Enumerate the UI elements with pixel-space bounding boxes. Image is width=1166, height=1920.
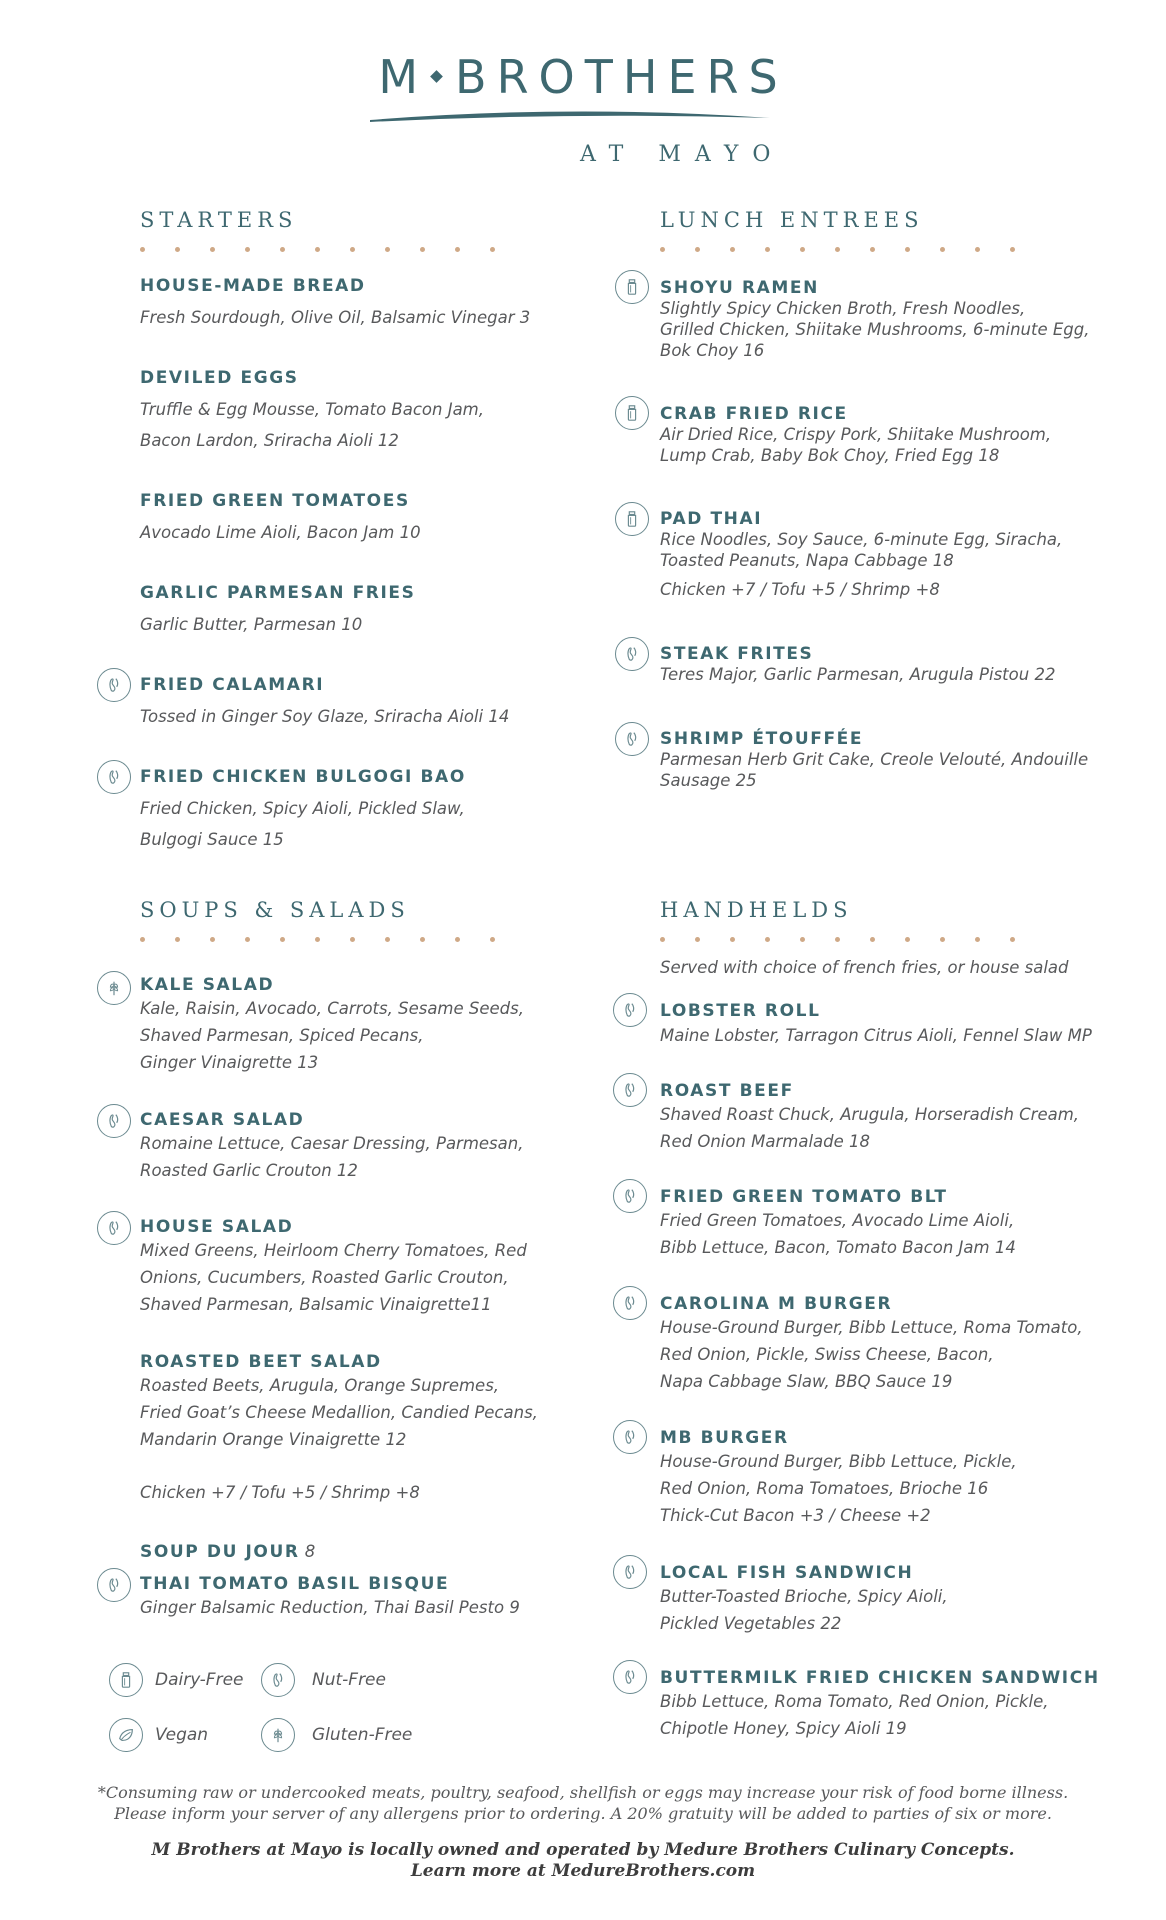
menu-item — [660, 404, 1051, 466]
brand-left: M — [378, 50, 429, 104]
divider-dot — [695, 247, 700, 252]
menu-item — [140, 767, 466, 855]
item-desc: Shaved Parmesan, Balsamic Vinaigrette11 — [140, 1295, 492, 1314]
divider-dot — [940, 937, 945, 942]
divider-dot — [385, 937, 390, 942]
item-name: ROASTED BEET SALAD — [140, 1352, 382, 1372]
menu-item — [660, 278, 1090, 361]
menu-item — [660, 509, 1062, 600]
divider-dot — [835, 937, 840, 942]
item-name: SHRIMP ÉTOUFFÉE — [660, 729, 864, 749]
divider-dot — [765, 247, 770, 252]
dairy-free-icon — [615, 502, 649, 536]
divider-dot — [730, 247, 735, 252]
menu-item — [660, 644, 1055, 685]
divider-dot — [245, 247, 250, 252]
divider-dot — [280, 247, 285, 252]
item-name: THAI TOMATO BASIL BISQUE — [140, 1574, 450, 1594]
nut-free-icon — [261, 1663, 295, 1697]
divider-dot — [695, 937, 700, 942]
divider-dot — [350, 247, 355, 252]
item-desc: Bibb Lettuce, Roma Tomato, Red Onion, Pickle, — [660, 1692, 1049, 1711]
menu-item — [660, 1563, 948, 1637]
item-desc: Fried Green Tomatoes, Avocado Lime Aioli, — [660, 1211, 1015, 1230]
item-desc: Roasted Beets, Arugula, Orange Supremes, — [140, 1376, 500, 1395]
menu-item — [660, 1668, 1100, 1742]
legend-nut-free: Nut-Free — [312, 1670, 386, 1690]
item-name: HOUSE-MADE BREAD — [140, 276, 366, 296]
item-desc: Avocado Lime Aioli, Bacon Jam 10 — [140, 523, 421, 542]
divider-dot — [835, 247, 840, 252]
divider-dot — [280, 937, 285, 942]
item-desc: Sausage 25 — [660, 771, 757, 790]
menu-item — [660, 1081, 1079, 1155]
item-name: HOUSE SALAD — [140, 1217, 294, 1237]
divider-dot — [175, 247, 180, 252]
item-name: GARLIC PARMESAN FRIES — [140, 583, 416, 603]
nut-free-icon — [613, 1286, 647, 1320]
item-desc: Red Onion, Pickle, Swiss Cheese, Bacon, — [660, 1345, 994, 1364]
item-name: SHOYU RAMEN — [660, 278, 819, 298]
item-desc: Pickled Vegetables 22 — [660, 1614, 842, 1633]
brand-swoosh — [370, 108, 770, 128]
section-title-starters: STARTERS — [140, 208, 298, 232]
item-desc: Ginger Balsamic Reduction, Thai Basil Pesto 9 — [140, 1598, 520, 1617]
legend-gluten-free: Gluten-Free — [312, 1725, 413, 1745]
item-desc: Mixed Greens, Heirloom Cherry Tomatoes, Red — [140, 1241, 527, 1260]
divider-dot — [870, 247, 875, 252]
item-desc: Tossed in Ginger Soy Glaze, Sriracha Aioli 14 — [140, 707, 510, 726]
divider-dot — [315, 247, 320, 252]
handhelds-note: Served with choice of french fries, or house salad — [660, 958, 1069, 977]
divider-dot — [455, 937, 460, 942]
item-name: ROAST BEEF — [660, 1081, 794, 1101]
nut-free-icon — [97, 760, 131, 794]
item-desc: Air Dried Rice, Crispy Pork, Shiitake Mushroom, — [660, 425, 1052, 444]
legend-vegan: Vegan — [155, 1725, 209, 1745]
nut-free-icon — [613, 1179, 647, 1213]
divider-dot — [730, 937, 735, 942]
menu-item — [140, 583, 415, 640]
gluten-free-icon — [261, 1718, 295, 1752]
divider-dot — [245, 937, 250, 942]
nut-free-icon — [615, 722, 649, 756]
item-name: FRIED CALAMARI — [140, 675, 325, 695]
item-desc: Mandarin Orange Vinaigrette 12 — [140, 1430, 407, 1449]
divider-dot — [140, 247, 145, 252]
menu-item — [140, 1110, 523, 1184]
dairy-free-icon — [615, 270, 649, 304]
item-name: PAD THAI — [660, 509, 763, 529]
divider-dot — [455, 247, 460, 252]
menu-item — [660, 729, 1088, 791]
divider-dot — [1010, 247, 1015, 252]
divider-dot — [660, 937, 665, 942]
item-name: BUTTERMILK FRIED CHICKEN SANDWICH — [660, 1668, 1100, 1688]
footer-own-line: M Brothers at Mayo is locally owned and operated by Medure Brothers Culinary Concepts. — [151, 1840, 1015, 1860]
item-desc: Truffle & Egg Mousse, Tomato Bacon Jam, — [140, 400, 485, 419]
item-desc: Roasted Garlic Crouton 12 — [140, 1161, 358, 1180]
item-desc: Napa Cabbage Slaw, BBQ Sauce 19 — [660, 1372, 953, 1391]
gluten-free-icon — [97, 971, 131, 1005]
divider-dot — [385, 247, 390, 252]
item-desc: Fried Goat’s Cheese Medallion, Candied Pecans, — [140, 1403, 538, 1422]
item-desc: House-Ground Burger, Bibb Lettuce, Roma Tomato, — [660, 1318, 1083, 1337]
item-name: CAROLINA M BURGER — [660, 1294, 893, 1314]
menu-item — [140, 368, 484, 456]
item-desc: Shaved Roast Chuck, Arugula, Horseradish Cream, — [660, 1105, 1080, 1124]
soup-du-jour-label: SOUP DU JOUR — [140, 1542, 300, 1562]
item-desc: Fried Chicken, Spicy Aioli, Pickled Slaw, — [140, 799, 465, 818]
menu-item — [660, 1187, 1016, 1261]
item-desc: Thick-Cut Bacon +3 / Cheese +2 — [660, 1506, 931, 1525]
divider-dot — [800, 937, 805, 942]
item-desc: House-Ground Burger, Bibb Lettuce, Pickle, — [660, 1452, 1017, 1471]
menu-item — [140, 675, 509, 732]
divider-dot — [660, 247, 665, 252]
item-desc: Shaved Parmesan, Spiced Pecans, — [140, 1026, 424, 1045]
section-title-lunch: LUNCH ENTREES — [660, 208, 924, 232]
item-desc: Slightly Spicy Chicken Broth, Fresh Noodles, — [660, 299, 1026, 318]
brand-subtitle: AT MAYO — [580, 142, 785, 167]
divider-dot — [870, 937, 875, 942]
item-desc: Onions, Cucumbers, Roasted Garlic Crouton, — [140, 1268, 509, 1287]
footer-note-line: Please inform your server of any allergens prior to ordering. A 20% gratuity will be added to parties of six or more. — [114, 1804, 1052, 1823]
footer-disclaimer — [0, 1782, 1166, 1824]
item-desc: Grilled Chicken, Shiitake Mushrooms, 6-minute Egg, — [660, 320, 1090, 339]
divider-dot — [490, 937, 495, 942]
footer-note-line: *Consuming raw or undercooked meats, poultry, seafood, shellfish or eggs may increase your risk of food borne illness. — [97, 1783, 1069, 1802]
item-desc: Bacon Lardon, Sriracha Aioli 12 — [140, 431, 399, 450]
item-name: FRIED GREEN TOMATOES — [140, 491, 410, 511]
nut-free-icon — [613, 993, 647, 1027]
item-name: MB BURGER — [660, 1428, 789, 1448]
menu-item — [660, 1294, 1083, 1395]
item-desc: Lump Crab, Baby Bok Choy, Fried Egg 18 — [660, 446, 1000, 465]
divider-dot — [315, 937, 320, 942]
menu-item — [140, 491, 421, 548]
dairy-free-icon — [109, 1663, 143, 1697]
brand-logo — [0, 50, 1166, 104]
menu-item — [140, 1352, 538, 1453]
item-name: CAESAR SALAD — [140, 1110, 305, 1130]
footer-website: Learn more at MedureBrothers.com — [410, 1861, 756, 1881]
divider-dot — [420, 247, 425, 252]
item-desc: Ginger Vinaigrette 13 — [140, 1053, 319, 1072]
divider-dot — [1010, 937, 1015, 942]
menu-item — [660, 1428, 1017, 1529]
item-desc: Romaine Lettuce, Caesar Dressing, Parmesan, — [140, 1134, 524, 1153]
item-name: STEAK FRITES — [660, 644, 814, 664]
item-desc: Red Onion Marmalade 18 — [660, 1132, 871, 1151]
footer-ownership — [0, 1840, 1166, 1882]
divider-dot — [210, 937, 215, 942]
item-name: FRIED CHICKEN BULGOGI BAO — [140, 767, 466, 787]
brand-diamond-icon — [430, 70, 443, 83]
salad-addons: Chicken +7 / Tofu +5 / Shrimp +8 — [140, 1483, 420, 1502]
divider-dot — [975, 937, 980, 942]
divider-dot — [210, 247, 215, 252]
legend-dairy-free: Dairy-Free — [155, 1670, 244, 1690]
menu-item — [140, 1574, 520, 1621]
item-desc: Maine Lobster, Tarragon Citrus Aioli, Fennel Slaw MP — [660, 1026, 1092, 1045]
divider-dot — [765, 937, 770, 942]
menu-item — [140, 975, 524, 1076]
divider-dot — [940, 247, 945, 252]
item-desc: Bulgogi Sauce 15 — [140, 830, 284, 849]
menu-item — [140, 276, 530, 333]
item-name: FRIED GREEN TOMATO BLT — [660, 1187, 948, 1207]
item-desc: Bibb Lettuce, Bacon, Tomato Bacon Jam 14 — [660, 1238, 1016, 1257]
divider-dot — [975, 247, 980, 252]
item-desc: Bok Choy 16 — [660, 341, 765, 360]
soup-du-jour — [140, 1542, 315, 1562]
divider-dot — [905, 247, 910, 252]
vegan-icon — [109, 1718, 143, 1752]
nut-free-icon — [97, 1211, 131, 1245]
item-desc: Garlic Butter, Parmesan 10 — [140, 615, 363, 634]
item-name: KALE SALAD — [140, 975, 275, 995]
divider-dot — [800, 247, 805, 252]
divider-dot — [420, 937, 425, 942]
item-name: LOBSTER ROLL — [660, 1001, 821, 1021]
item-name: DEVILED EGGS — [140, 368, 299, 388]
nut-free-icon — [613, 1555, 647, 1589]
item-name: CRAB FRIED RICE — [660, 404, 848, 424]
section-title-handhelds: HANDHELDS — [660, 898, 853, 922]
nut-free-icon — [97, 1568, 131, 1602]
divider-dot — [905, 937, 910, 942]
nut-free-icon — [613, 1420, 647, 1454]
dairy-free-icon — [615, 396, 649, 430]
item-name: LOCAL FISH SANDWICH — [660, 1563, 914, 1583]
divider-dot — [350, 937, 355, 942]
divider-dot — [140, 937, 145, 942]
item-desc: Teres Major, Garlic Parmesan, Arugula Pistou 22 — [660, 665, 1056, 684]
nut-free-icon — [615, 637, 649, 671]
item-desc: Parmesan Herb Grit Cake, Creole Velouté, Andouille — [660, 750, 1089, 769]
nut-free-icon — [97, 1104, 131, 1138]
divider-dot — [175, 937, 180, 942]
divider-dot — [490, 247, 495, 252]
item-desc: Chipotle Honey, Spicy Aioli 19 — [660, 1719, 907, 1738]
item-desc: Fresh Sourdough, Olive Oil, Balsamic Vinegar 3 — [140, 308, 531, 327]
item-desc: Toasted Peanuts, Napa Cabbage 18 — [660, 551, 954, 570]
section-title-soups: SOUPS & SALADS — [140, 898, 410, 922]
nut-free-icon — [613, 1660, 647, 1694]
menu-item — [660, 1001, 1092, 1050]
brand-right: BROTHERS — [455, 50, 788, 104]
menu-item — [140, 1217, 527, 1318]
item-desc: Rice Noodles, Soy Sauce, 6-minute Egg, Siracha, — [660, 530, 1063, 549]
item-desc: Red Onion, Roma Tomatoes, Brioche 16 — [660, 1479, 989, 1498]
nut-free-icon — [613, 1073, 647, 1107]
item-desc: Kale, Raisin, Avocado, Carrots, Sesame Seeds, — [140, 999, 524, 1018]
nut-free-icon — [97, 668, 131, 702]
item-desc: Butter-Toasted Brioche, Spicy Aioli, — [660, 1587, 948, 1606]
item-addons: Chicken +7 / Tofu +5 / Shrimp +8 — [660, 580, 940, 599]
soup-du-jour-price: 8 — [304, 1542, 316, 1561]
